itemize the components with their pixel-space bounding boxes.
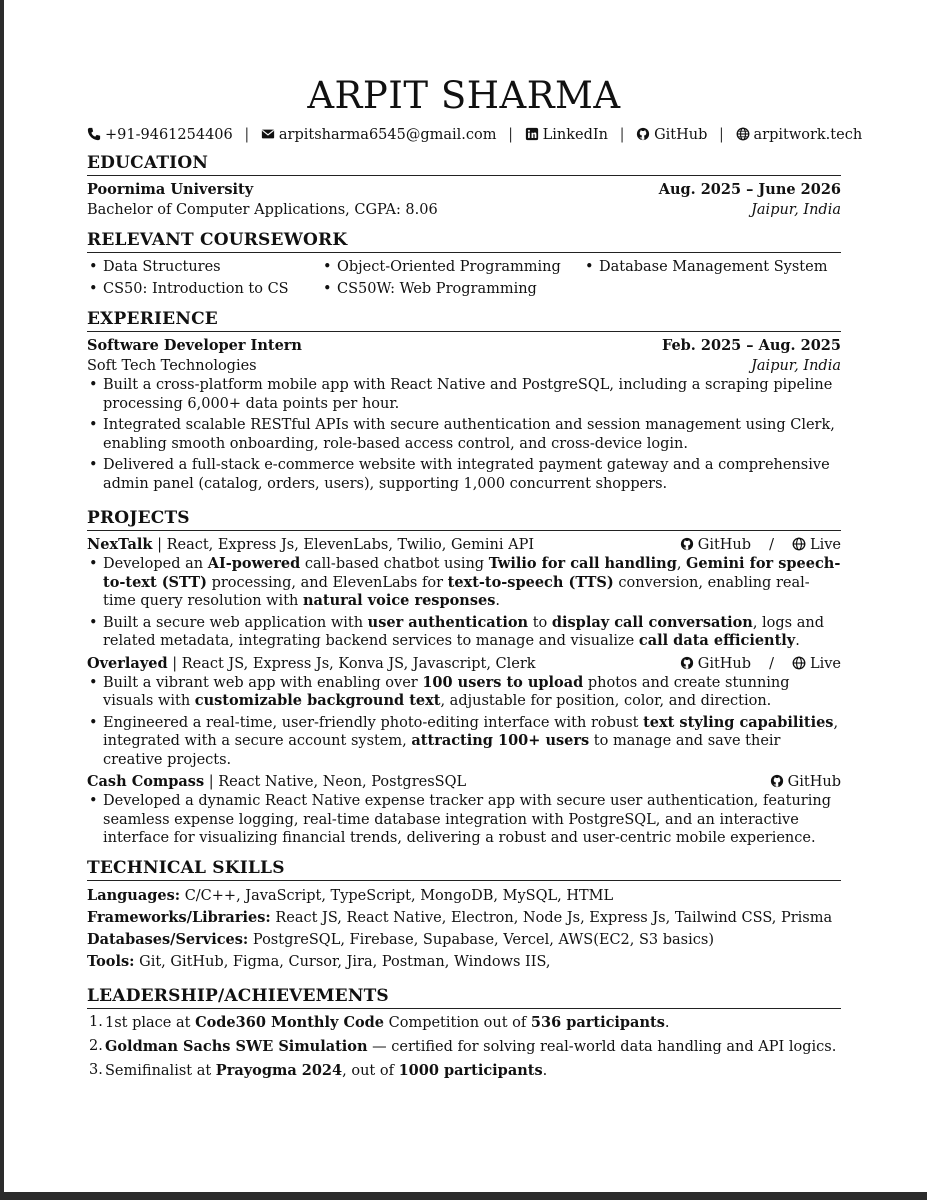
github-link[interactable]: GitHub [636, 127, 712, 143]
github-icon [680, 656, 694, 670]
course-item: • CS50: Introduction to CS [87, 279, 321, 299]
separator: | [619, 127, 625, 143]
section-title: LEADERSHIP/ACHIEVEMENTS [87, 985, 841, 1009]
separator: | [244, 127, 250, 143]
achievement-item: 1. 1st place at Code360 Monthly Code Competition out of 536 participants. [87, 1013, 841, 1033]
project-live-link[interactable]: Live [792, 654, 841, 674]
experience-bullet: • Integrated scalable RESTful APIs with secure authentication and session management using Clerk, enabling smooth onboarding, role-based access control, and cross-device login. [87, 416, 841, 453]
project-header [87, 654, 841, 674]
contact-bar [87, 125, 863, 145]
separator: | [719, 127, 724, 143]
course-item: • Data Structures [87, 257, 321, 277]
section-title: EXPERIENCE [87, 308, 841, 332]
link-separator: / [769, 537, 774, 553]
resume-page [4, 0, 927, 1192]
separator: | [508, 127, 514, 143]
project-bullet: • Engineered a real-time, user-friendly photo-editing interface with robust text styling capabilities, integrated with a secure account system, attracting 100+ users to manage and save their creative projects. [87, 714, 841, 770]
project-github-link[interactable]: GitHub [680, 535, 751, 555]
linkedin-link[interactable]: LinkedIn [525, 127, 613, 143]
github-icon [636, 127, 650, 141]
project-name: Cash Compass [87, 773, 205, 790]
job-role: Software Developer Intern [87, 337, 302, 354]
company-name: Soft Tech Technologies [87, 358, 257, 374]
job-dates: Feb. 2025 – Aug. 2025 [661, 337, 841, 354]
project-stack: | React Native, Neon, PostgresSQL [204, 774, 467, 790]
achievement-item: 2. Goldman Sachs SWE Simulation — certified for solving real-world data handling and API logics. [87, 1037, 841, 1057]
github-icon [680, 537, 694, 551]
project-github-link[interactable]: GitHub [770, 772, 841, 792]
project-header [87, 535, 841, 555]
skill-row-languages: Languages: C/C++, JavaScript, TypeScript, MongoDB, MySQL, HTML [87, 886, 614, 904]
project-stack: | React JS, Express Js, Konva JS, Javascript, Clerk [167, 655, 536, 672]
projects-section [87, 507, 841, 848]
website-link[interactable]: arpitwork.tech [736, 127, 863, 143]
coursework-section [87, 229, 841, 299]
project-name: Overlayed [87, 654, 168, 672]
skill-row-databases: Databases/Services: PostgreSQL, Firebase, Supabase, Vercel, AWS(EC2, S3 basics) [87, 930, 714, 948]
phone-icon [87, 127, 101, 141]
linkedin-icon [525, 127, 539, 141]
school-name: Poornima University [87, 181, 254, 198]
section-title: RELEVANT COURSEWORK [87, 229, 841, 253]
education-dates: Aug. 2025 – June 2026 [658, 181, 841, 198]
envelope-icon [261, 127, 275, 141]
section-title: TECHNICAL SKILLS [87, 857, 841, 881]
job-location: Jaipur, India [751, 358, 841, 374]
section-title: EDUCATION [87, 152, 841, 176]
course-item: • Database Management System [583, 257, 841, 277]
education-section [87, 152, 841, 220]
experience-bullet: • Delivered a full-stack e-commerce website with integrated payment gateway and a comprehensive admin panel (catalog, orders, users), supporting 1,000 concurrent shoppers. [87, 456, 841, 493]
link-separator: / [769, 655, 774, 672]
skills-section [87, 857, 841, 973]
leadership-section [87, 985, 841, 1081]
project-bullet: • Developed a dynamic React Native expense tracker app with secure user authentication, featuring seamless expense logging, real-time database integration with PostgreSQL, and an interactive interface for visualizing financial trends, delivering a robust and user-centric mobile experience. [87, 792, 841, 848]
course-item: • Object-Oriented Programming [321, 257, 583, 277]
degree: Bachelor of Computer Applications, CGPA: 8.06 [87, 202, 438, 218]
project-bullet: • Developed an AI-powered call-based chatbot using Twilio for call handling, Gemini for speech-to-text (STT) processing, and ElevenLabs for text-to-speech (TTS) conversion, enabling real-time query resolution with natural voice responses. [87, 555, 841, 611]
project-bullet: • Built a secure web application with user authentication to display call conversation, logs and related metadata, integrating backend services to manage and visualize call data efficiently. [87, 614, 841, 651]
email-link[interactable]: arpitsharma6545@gmail.com [261, 127, 501, 143]
globe-icon [736, 127, 750, 141]
experience-bullet: • Built a cross-platform mobile app with React Native and PostgreSQL, including a scraping pipeline processing 6,000+ data points per hour. [87, 376, 841, 413]
globe-icon [792, 656, 806, 670]
project-header [87, 772, 841, 792]
project-github-link[interactable]: GitHub [680, 654, 751, 674]
section-title: PROJECTS [87, 507, 841, 531]
skill-row-frameworks: Frameworks/Libraries: React JS, React Native, Electron, Node Js, Express Js, Tailwind CSS, Prisma [87, 908, 833, 926]
candidate-name: ARPIT SHARMA [307, 74, 621, 117]
achievement-item: 3. Semifinalist at Prayogma 2024, out of 1000 participants. [87, 1061, 841, 1081]
phone-link[interactable]: +91-9461254406 [87, 127, 237, 143]
course-item: • CS50W: Web Programming [321, 279, 583, 299]
education-location: Jaipur, India [751, 202, 841, 218]
project-live-link[interactable]: Live [792, 535, 841, 555]
project-stack: | React, Express Js, ElevenLabs, Twilio, Gemini API [152, 537, 535, 553]
globe-icon [792, 537, 806, 551]
project-name: NexTalk [87, 536, 153, 553]
skill-row-tools: Tools: Git, GitHub, Figma, Cursor, Jira, Postman, Windows IIS, [87, 952, 551, 970]
github-icon [770, 774, 784, 788]
project-bullet: • Built a vibrant web app with enabling over 100 users to upload photos and create stunning visuals with customizable background text, adjustable for position, color, and direction. [87, 674, 841, 711]
experience-section [87, 308, 841, 493]
